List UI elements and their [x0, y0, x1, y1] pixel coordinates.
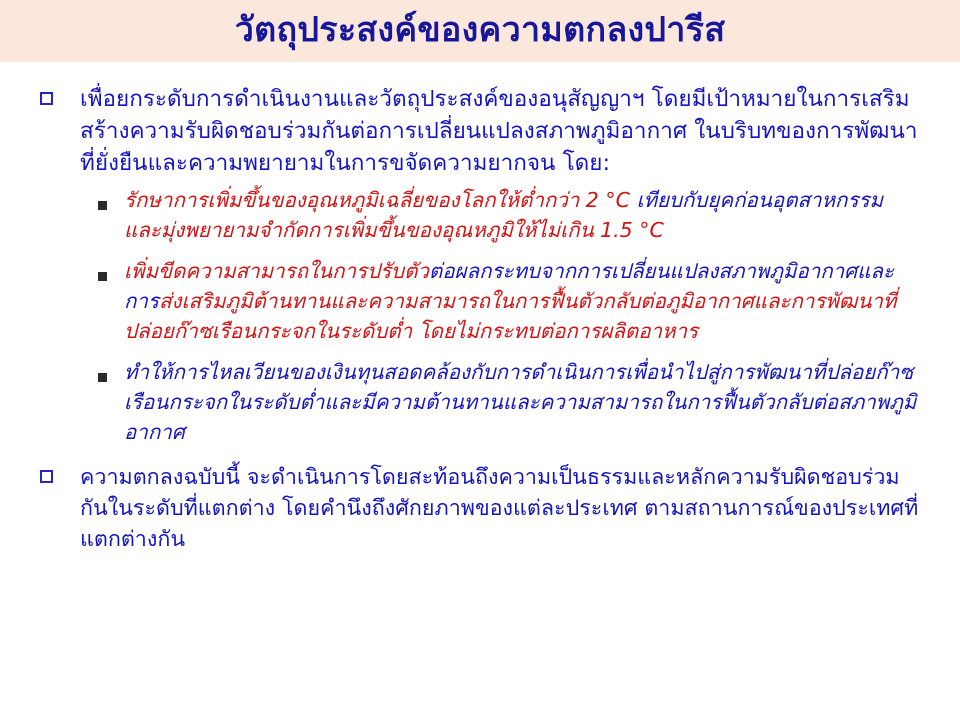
sub-bullet-item-1-text — [124, 186, 920, 245]
open-square-bullet-icon — [40, 84, 80, 109]
bullet-item-1-text: เพื่อยกระดับการดำเนินงานและวัตถุประสงค์ของอนุสัญญาฯ โดยมีเป้าหมายในการเสริมสร้างความรับผิดชอบร่วมกันต่อการเปลี่ยนแปลงสภาพภูมิอากาศ ในบริบทของการพัฒนาที่ยั่งยืนและความพยายามในการขจัดความยากจน โดย: — [80, 86, 918, 176]
square-outline-icon — [40, 470, 53, 483]
sub-bullet-item-3 — [98, 358, 920, 447]
slide-title-bar — [0, 0, 960, 62]
segment-red: และมุ่งพยายามจำกัดการเพิ่มขึ้นของอุณหภูมิให้ไม่เกิน 1.5 °C — [124, 217, 664, 242]
bullet-item-2-text: ความตกลงฉบับนี้ จะดำเนินการโดยสะท้อนถึงความเป็นธรรมและหลักความรับผิดชอบร่วมกันในระดับที่แตกต่าง โดยคำนึงถึงศักยภาพของแต่ละประเทศ ตามสถานการณ์ของประเทศที่แตกต่างกัน — [80, 464, 919, 552]
square-filled-icon — [98, 373, 107, 382]
sub-bullet-item-3-text — [124, 358, 920, 447]
filled-square-bullet-icon — [98, 186, 124, 214]
square-filled-icon — [98, 272, 107, 281]
page-title: วัตถุประสงค์ของความตกลงปารีส — [234, 10, 726, 51]
segment-red: ส่งเสริมภูมิต้านทานและความสามารถในการฟื้นตัวกลับต่อภูมิอากาศและการพัฒนาที่ปล่อยก๊าซเรือนกระจกในระดับต่ำ โดยไม่กระทบต่อการผลิตอาหาร — [124, 288, 897, 343]
segment-red: รักษาการเพิ่มขึ้นของอุณหภูมิเฉลี่ยของโลกให้ต่ำกว่า 2 °C — [124, 187, 637, 212]
filled-square-bullet-icon — [98, 358, 124, 386]
segment-blue: ทำให้การไหลเวียนของเงินทุนสอดคล้องกับการดำเนินการเพื่อนำไปสู่การพัฒนาที่ปล่อยก๊าซเรือนกระจกในระดับต่ำและมีความต้านทานและความสามารถในการฟื้นตัวกลับต่อสภาพภูมิอากาศ — [124, 360, 917, 444]
sub-bullet-item-1 — [98, 186, 920, 245]
segment-blue: ต่อผลกระทบจากการเปลี่ยนแปลงสภาพภูมิอากาศและการ — [124, 259, 894, 313]
segment-blue: เทียบกับยุคก่อนอุตสาหกรรม — [636, 187, 883, 212]
bullet-item-1 — [40, 84, 920, 180]
sub-bullet-item-2-text — [124, 257, 920, 346]
slide-body — [0, 62, 960, 555]
square-filled-icon — [98, 201, 107, 210]
bullet-item-2 — [40, 462, 920, 556]
square-outline-icon — [40, 92, 53, 105]
open-square-bullet-icon — [40, 462, 80, 487]
sub-bullet-item-2 — [98, 257, 920, 346]
segment-red: เพิ่มขีดความสามารถในการปรับตัว — [124, 259, 429, 284]
sub-bullet-list — [40, 186, 920, 448]
filled-square-bullet-icon — [98, 257, 124, 285]
